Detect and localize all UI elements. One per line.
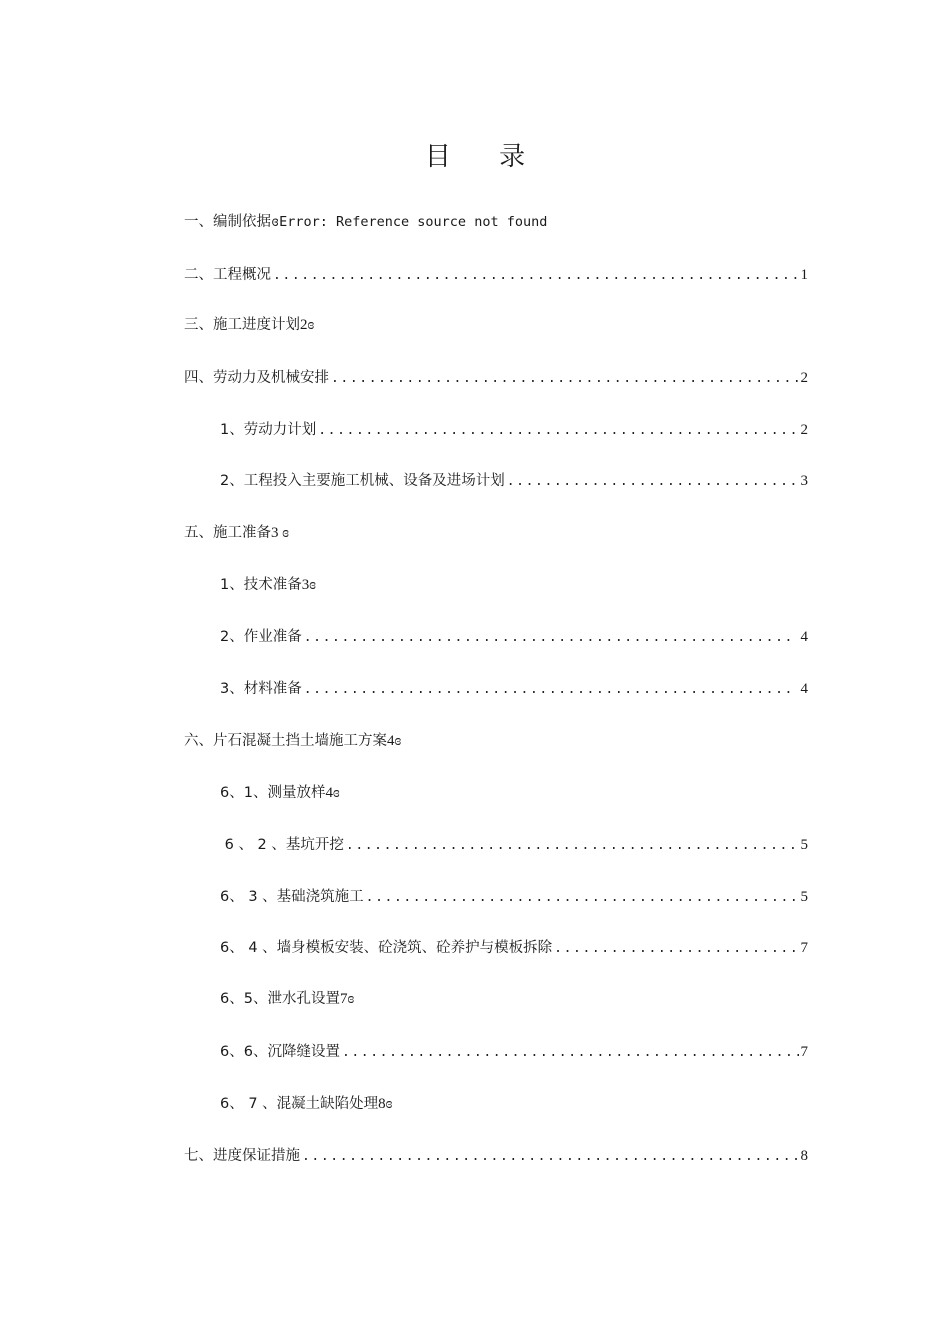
toc-entry-label: 6、 7 、混凝土缺陷处理: [220, 1096, 379, 1112]
toc-entry-label: 2、工程投入主要施工机械、设备及进场计划: [220, 473, 505, 489]
toc-entry-label: 6、 3 、基础浇筑施工: [220, 889, 364, 905]
toc-entry-page: 4: [796, 681, 808, 697]
toc-dot-leader: [554, 937, 798, 961]
toc-title: 目 录: [424, 142, 546, 172]
toc-entry[interactable]: [220, 1092, 808, 1116]
toc-entry[interactable]: [184, 729, 808, 753]
toc-entry-label: 三、施工进度计划: [184, 317, 300, 333]
toc-entry-page: 5: [800, 837, 808, 853]
toc-entry[interactable]: [184, 263, 808, 287]
toc-dot-leader: [302, 1145, 799, 1169]
toc-entry-label: 3、材料准备: [220, 681, 302, 697]
toc-entry-page: 3: [800, 473, 808, 489]
toc-entry-label: 四、劳动力及机械安排: [184, 370, 329, 386]
toc-entry-inline: 4ɞ: [387, 733, 402, 749]
toc-dot-leader: [304, 626, 795, 650]
toc-entry-label: 二、工程概况: [184, 267, 271, 283]
toc-dot-leader: [304, 678, 795, 702]
toc-entry[interactable]: [220, 625, 808, 649]
toc-entry[interactable]: [184, 1144, 808, 1168]
toc-entry[interactable]: [220, 418, 808, 442]
toc-entry-page: 2: [800, 422, 808, 438]
toc-entry-page: 4: [796, 629, 808, 645]
toc-entry[interactable]: [220, 469, 808, 493]
toc-entry[interactable]: [220, 833, 808, 857]
toc-entry-page: 7: [800, 940, 808, 956]
toc-entry-page: 1: [800, 267, 808, 283]
toc-entry[interactable]: [220, 1040, 808, 1064]
toc-entry[interactable]: [184, 313, 808, 337]
toc-entry-label: 6、1、测量放样: [220, 785, 326, 801]
toc-entry-page: 5: [800, 889, 808, 905]
toc-entry-inline: 4ɞ: [325, 785, 340, 801]
toc-entry[interactable]: [184, 210, 808, 234]
toc-entry-label: 2、作业准备: [220, 629, 302, 645]
toc-entry-inline: 3ɞ: [301, 577, 316, 593]
toc-entry-label: 1、技术准备: [220, 577, 302, 593]
toc-dot-leader: [342, 1041, 799, 1065]
toc-entry-label: 六、片石混凝土挡土墙施工方案: [184, 733, 387, 749]
toc-entry-inline: 7ɞ: [339, 991, 355, 1007]
toc-entry-label: 七、进度保证措施: [184, 1148, 300, 1164]
toc-entry-label: 6、 4 、墙身模板安装、砼浇筑、砼养护与模板拆除: [220, 940, 553, 956]
toc-entry-inline: 2ɞ: [300, 317, 315, 333]
toc-entry-page: 8: [800, 1148, 808, 1164]
toc-entry[interactable]: [184, 521, 808, 545]
toc-entry[interactable]: [220, 936, 808, 960]
toc-dot-leader: [318, 419, 798, 443]
toc-dot-leader: [507, 470, 799, 494]
toc-entry-inline: 3 ɞ: [271, 525, 289, 541]
toc-entry-page: 7: [800, 1044, 808, 1060]
toc-entry-inline: 8ɞ: [378, 1096, 393, 1112]
toc-dot-leader: [331, 367, 799, 391]
toc-entry[interactable]: [220, 781, 808, 805]
toc-entry-label: 6、5、泄水孔设置: [220, 991, 340, 1007]
toc-dot-leader: [273, 264, 799, 288]
toc-entry-label: 1、劳动力计划: [220, 422, 317, 438]
toc-entry-label: 6、6、沉降缝设置: [220, 1044, 340, 1060]
toc-entry[interactable]: [220, 573, 808, 597]
toc-entry-label: 一、编制依据: [184, 214, 271, 230]
toc-entry-page: 2: [800, 370, 808, 386]
toc-dot-leader: [366, 886, 799, 910]
toc-entry[interactable]: [184, 366, 808, 390]
toc-entry-label: 五、施工准备: [184, 525, 271, 541]
toc-entry[interactable]: [220, 987, 808, 1011]
toc-entry-inline: ɞError: Reference source not found: [271, 214, 548, 230]
toc-entry[interactable]: [220, 677, 808, 701]
toc-entry[interactable]: [220, 885, 808, 909]
toc-entry-label: 6 、 2 、基坑开挖: [220, 837, 344, 853]
toc-dot-leader: [346, 834, 799, 858]
